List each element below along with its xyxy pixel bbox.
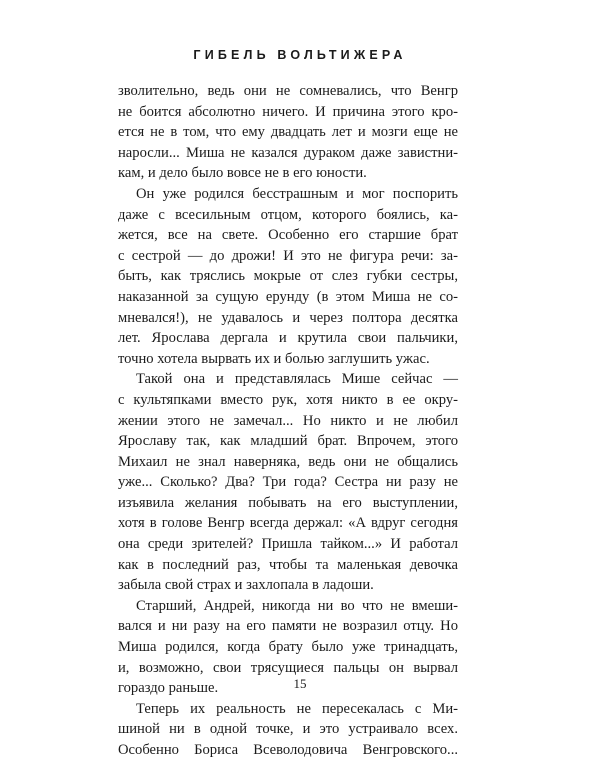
text-line: Он уже родился бесстрашным и мог поспорить xyxy=(136,185,458,202)
text-line: зволительно, ведь они не сомневались, что Венгр xyxy=(118,83,458,99)
text-line: даже с всесильным отцом, которого боялись, ка- xyxy=(118,206,458,223)
text-line: жении этого не замечал... Но никто и не любил xyxy=(118,412,458,429)
text-line: забыла свой страх и захлопала в ладоши. xyxy=(118,577,374,594)
text-line: Ярославу так, как младший брат. Впрочем, этого xyxy=(118,433,458,450)
text-line: уже... Сколько? Два? Три года? Сестра ни разу не xyxy=(118,474,458,491)
text-line: кам, и дело было вовсе не в его юности. xyxy=(118,165,367,182)
body-text xyxy=(118,81,458,761)
paragraph xyxy=(118,369,458,596)
paragraph xyxy=(118,184,458,369)
text-line: наросли... Миша не казался дураком даже завистни- xyxy=(118,144,458,161)
text-line: жется, все на свете. Особенно его старшие брат xyxy=(118,227,458,244)
text-line: лет. Ярослава дергала и крутила свои пальчики, xyxy=(118,330,458,347)
text-line: быть, как тряслись мокрые от слез губки сестры, xyxy=(118,268,458,285)
text-line: вался и ни разу на его памяти не возразил отцу. Но xyxy=(118,618,458,635)
text-line: Старший, Андрей, никогда ни во что не вмеши- xyxy=(136,597,458,614)
text-line: ется не в том, что ему двадцать лет и мозги еще не xyxy=(118,124,458,141)
text-line: наказанной за сущую ерунду (в этом Миша не со- xyxy=(118,288,458,305)
text-line: она среди зрителей? Пришла тайком...» И работал xyxy=(118,536,458,553)
text-line: не боится абсолютно ничего. И причина этого кро- xyxy=(118,103,458,120)
text-line: с культяпками вместо рук, хотя никто в ее окру- xyxy=(118,391,458,408)
text-line: изъявила желания побывать на его выступлении, xyxy=(118,494,458,511)
running-head: ГИБЕЛЬ ВОЛЬТИЖЕРА xyxy=(193,48,407,62)
paragraph xyxy=(118,81,458,184)
page-number: 15 xyxy=(293,676,307,691)
text-line: гораздо раньше. xyxy=(118,680,219,697)
text-line: Миша родился, когда брату было уже тринадцать, xyxy=(118,639,458,656)
text-line: мневался!), не удавалось и через полтора десятка xyxy=(118,309,458,326)
text-line: шиной ни в одной точке, и это устраивало всех. xyxy=(118,721,458,738)
text-line: с сестрой — до дрожи! И это не фигура речи: за- xyxy=(118,247,458,264)
text-line: как в последний раз, чтобы та маленькая девочка xyxy=(118,556,458,573)
text-line: Михаил не знал наверняка, ведь они не общались xyxy=(118,453,458,470)
paragraph xyxy=(118,699,458,761)
text-line: Такой она и представлялась Мише сейчас — xyxy=(136,371,458,388)
text-line: Теперь их реальность не пересекалась с Ми- xyxy=(136,700,458,717)
text-line: точно хотела вырвать их и болью заглушить ужас. xyxy=(118,350,430,367)
text-line: и, возможно, свои трясущиеся пальцы он вырвал xyxy=(118,659,458,676)
text-line: Особенно Бориса Всеволодовича Венгровского... xyxy=(118,742,458,758)
text-line: хотя в голове Венгр всегда держал: «А вдруг сегодня xyxy=(118,515,458,532)
